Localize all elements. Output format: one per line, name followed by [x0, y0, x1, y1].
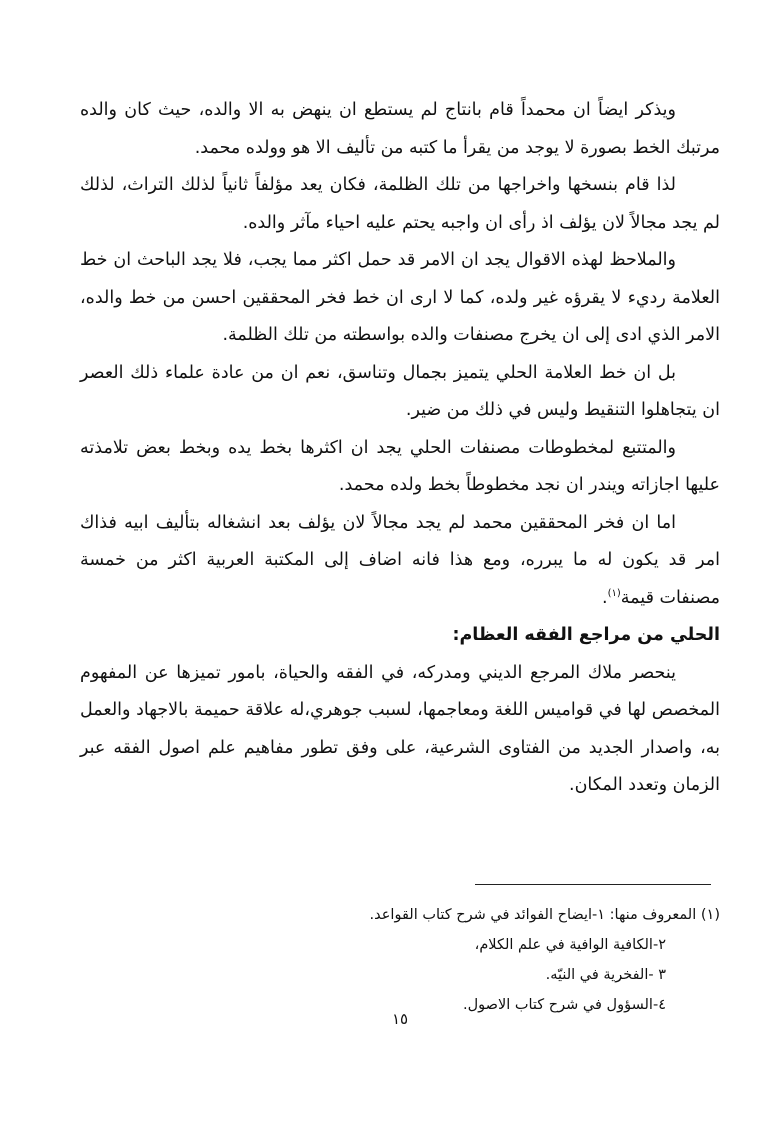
page-body	[80, 92, 720, 805]
paragraph-7: ينحصر ملاك المرجع الديني ومدركه، في الفقه والحياة، بامور تميزها عن المفهوم المخصص لها في قواميس اللغة ومعاجمها، لسبب جوهري،له علاقة حميمة بالاجهاد والعمل به، واصدار الجديد من الفتاوى الشرعية، على وفق تطور مفاهيم علم اصول الفقه عبر الزمان وتعدد المكان.	[80, 662, 720, 795]
paragraph-6-end: .	[602, 587, 608, 608]
paragraph-5: والمتتبع لمخطوطات مصنفات الحلي يجد ان اكثرها بخط يده وبخط بعض تلامذته عليها اجازاته ويندر ان نجد مخطوطاً بخط ولده محمد.	[80, 437, 720, 495]
footnote-line-3: ٣ -الفخرية في النيّه.	[545, 967, 666, 983]
paragraph-1: ويذكر ايضاً ان محمداً قام بانتاج لم يستطع ان ينهض به الا والده، حيث كان والده مرتبك الخط بصورة لا يوجد من يقرأ ما كتبه من تأليف الا هو وولده محمد.	[80, 100, 720, 158]
footnote-divider	[475, 884, 711, 885]
paragraph-3: والملاحظ لهذه الاقوال يجد ان الامر قد حمل اكثر مما يجب، فلا يجد الباحث ان خط العلامة رديء لا يقرؤه غير ولده، كما لا ارى ان خط فخر المحققين احسن من خط والده، الامر الذي ادى إلى ان يخرج مصنفات والده بواسطته من تلك الظلمة.	[80, 250, 720, 345]
page-number: ١٥	[391, 1010, 409, 1028]
paragraph-6-text: اما ان فخر المحققين محمد لم يجد مجالاً لان يؤلف بعد انشغاله بتأليف ابيه فذاك امر قد يكون له ما يبرره، ومع هذا فانه اضاف إلى المكتبة العربية اكثر من خمسة مصنفات قيمة	[80, 512, 720, 608]
footnote-marker: (١)	[607, 587, 621, 599]
section-heading: الحلي من مراجع الفقه العظام:	[452, 625, 720, 645]
paragraph-6	[80, 505, 720, 618]
footnote-line-1: (١) المعروف منها: ١-ايضاح الفوائد في شرح كتاب القواعد.	[369, 907, 720, 923]
footnote-line-2: ٢-الكافية الوافية في علم الكلام،	[474, 937, 666, 953]
footnotes	[80, 900, 720, 1020]
footnote-line-4: ٤-السؤول في شرح كتاب الاصول.	[463, 997, 666, 1013]
paragraph-2: لذا قام بنسخها واخراجها من تلك الظلمة، فكان يعد مؤلفاً ثانياً لذلك التراث، لذلك لم يجد مجالاً لان يؤلف اذ رأى ان واجبه يحتم عليه احياء مآثر والده.	[80, 175, 720, 233]
paragraph-4: بل ان خط العلامة الحلي يتميز بجمال وتناسق، نعم ان من عادة علماء ذلك العصر ان يتجاهلوا التنقيط وليس في ذلك من ضير.	[80, 362, 720, 420]
